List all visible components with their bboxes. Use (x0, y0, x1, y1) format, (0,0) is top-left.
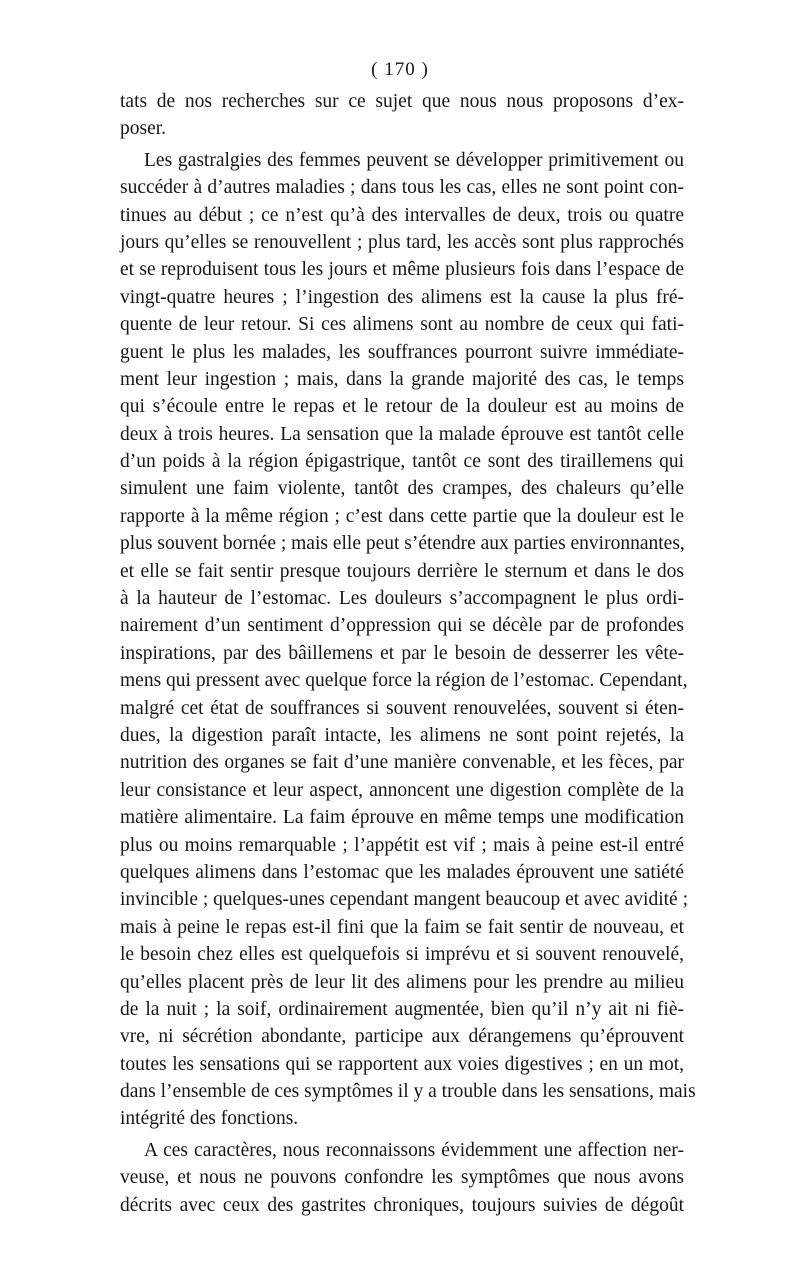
text-line: Les gastralgies des femmes peuvent se développer primitivement ou (144, 149, 684, 171)
text-line: décrits avec ceux des gastrites chroniques, toujours suivies de dégoût (120, 1194, 684, 1216)
text-line: ment leur ingestion ; mais, dans la grande majorité des cas, le temps (120, 368, 684, 390)
text-line: tats de nos recherches sur ce sujet que nous nous proposons d’ex- (120, 91, 684, 112)
paragraph (120, 88, 684, 143)
text-line: jours qu’elles se renouvellent ; plus tard, les accès sont plus rapprochés (120, 231, 684, 253)
text-line: quente de leur retour. Si ces alimens sont au nombre de ceux qui fati- (120, 314, 684, 336)
text-line: succéder à d’autres maladies ; dans tous les cas, elles ne sont point con- (120, 177, 684, 199)
text-line: guent le plus les malades, les souffrances pourront suivre immédiate- (120, 341, 684, 363)
text-line: nairement d’un sentiment d’oppression qui se décèle par de profondes (120, 615, 684, 637)
text-line: mais à peine le repas est-il fini que la faim se fait sentir de nouveau, et (120, 916, 684, 938)
text-line: vre, ni sécrétion abondante, participe aux dérangemens qu’éprouvent (120, 1026, 684, 1048)
text-line: et se reproduisent tous les jours et même plusieurs fois dans l’espace de (120, 259, 684, 281)
text-line: A ces caractères, nous reconnaissons évidemment une affection ner- (144, 1139, 684, 1161)
text-line: simulent une faim violente, tantôt des crampes, des chaleurs qu’elle (120, 478, 684, 500)
text-line: à la hauteur de l’estomac. Les douleurs s’accompagnent le plus ordi- (120, 588, 684, 610)
text-line: rapporte à la même région ; c’est dans cette partie que la douleur est le (120, 505, 684, 527)
text-line: qu’elles placent près de leur lit des alimens pour les prendre au milieu (120, 971, 684, 993)
text-line: quelques alimens dans l’estomac que les malades éprouvent une satiété (120, 861, 684, 883)
text-line: inspirations, par des bâillemens et par le besoin de desserrer les vête- (120, 642, 684, 664)
text-line: plus ou moins remarquable ; l’appétit est vif ; mais à peine est-il entré (120, 834, 684, 856)
text-line: dues, la digestion paraît intacte, les alimens ne sont point rejetés, la (120, 724, 684, 746)
page-number: ( 170 ) (371, 59, 429, 80)
text-line: invincible ; quelques-unes cependant mangent beaucoup et avec avidité ; (120, 889, 688, 911)
text-line: qui s’écoule entre le repas et le retour de la douleur est au moins de (120, 396, 684, 418)
text-line: intégrité des fonctions. (120, 1108, 299, 1130)
text-line: plus souvent bornée ; mais elle peut s’étendre aux parties environnantes, (120, 533, 685, 555)
text-line: de la nuit ; la soif, ordinairement augmentée, bien qu’il n’y ait ni fiè- (120, 998, 684, 1020)
text-line: matière alimentaire. La faim éprouve en même temps une modification (120, 807, 684, 829)
paragraph (120, 1137, 684, 1219)
text-line: et elle se fait sentir presque toujours derrière le sternum et dans le dos (120, 560, 684, 582)
text-line: le besoin chez elles est quelquefois si imprévu et si souvent renouvelé, (120, 944, 684, 966)
text-line: veuse, et nous ne pouvons confondre les symptômes que nous avons (120, 1167, 684, 1189)
text-line: deux à trois heures. La sensation que la malade éprouve est tantôt celle (120, 423, 684, 445)
text-line: tinues au début ; ce n’est qu’à des intervalles de deux, trois ou quatre (120, 204, 684, 226)
text-line: dans l’ensemble de ces symptômes il y a trouble dans les sensations, mais (120, 1081, 696, 1103)
text-line: nutrition des organes se fait d’une manière convenable, et les fèces, par (120, 752, 684, 774)
text-line: vingt-quatre heures ; l’ingestion des alimens est la cause la plus fré- (120, 286, 684, 308)
text-line: d’un poids à la région épigastrique, tantôt ce sont des tiraillemens qui (120, 451, 684, 473)
text-line: malgré cet état de souffrances si souvent renouvelées, souvent si éten- (120, 697, 684, 719)
text-line: leur consistance et leur aspect, annoncent une digestion complète de la (120, 779, 684, 801)
text-line: toutes les sensations qui se rapportent aux voies digestives ; en un mot, (120, 1053, 684, 1075)
text-line: mens qui pressent avec quelque force la région de l’estomac. Cependant, (120, 670, 688, 692)
body-text (120, 88, 696, 1219)
text-line: poser. (120, 118, 167, 140)
paragraph (120, 147, 696, 1133)
